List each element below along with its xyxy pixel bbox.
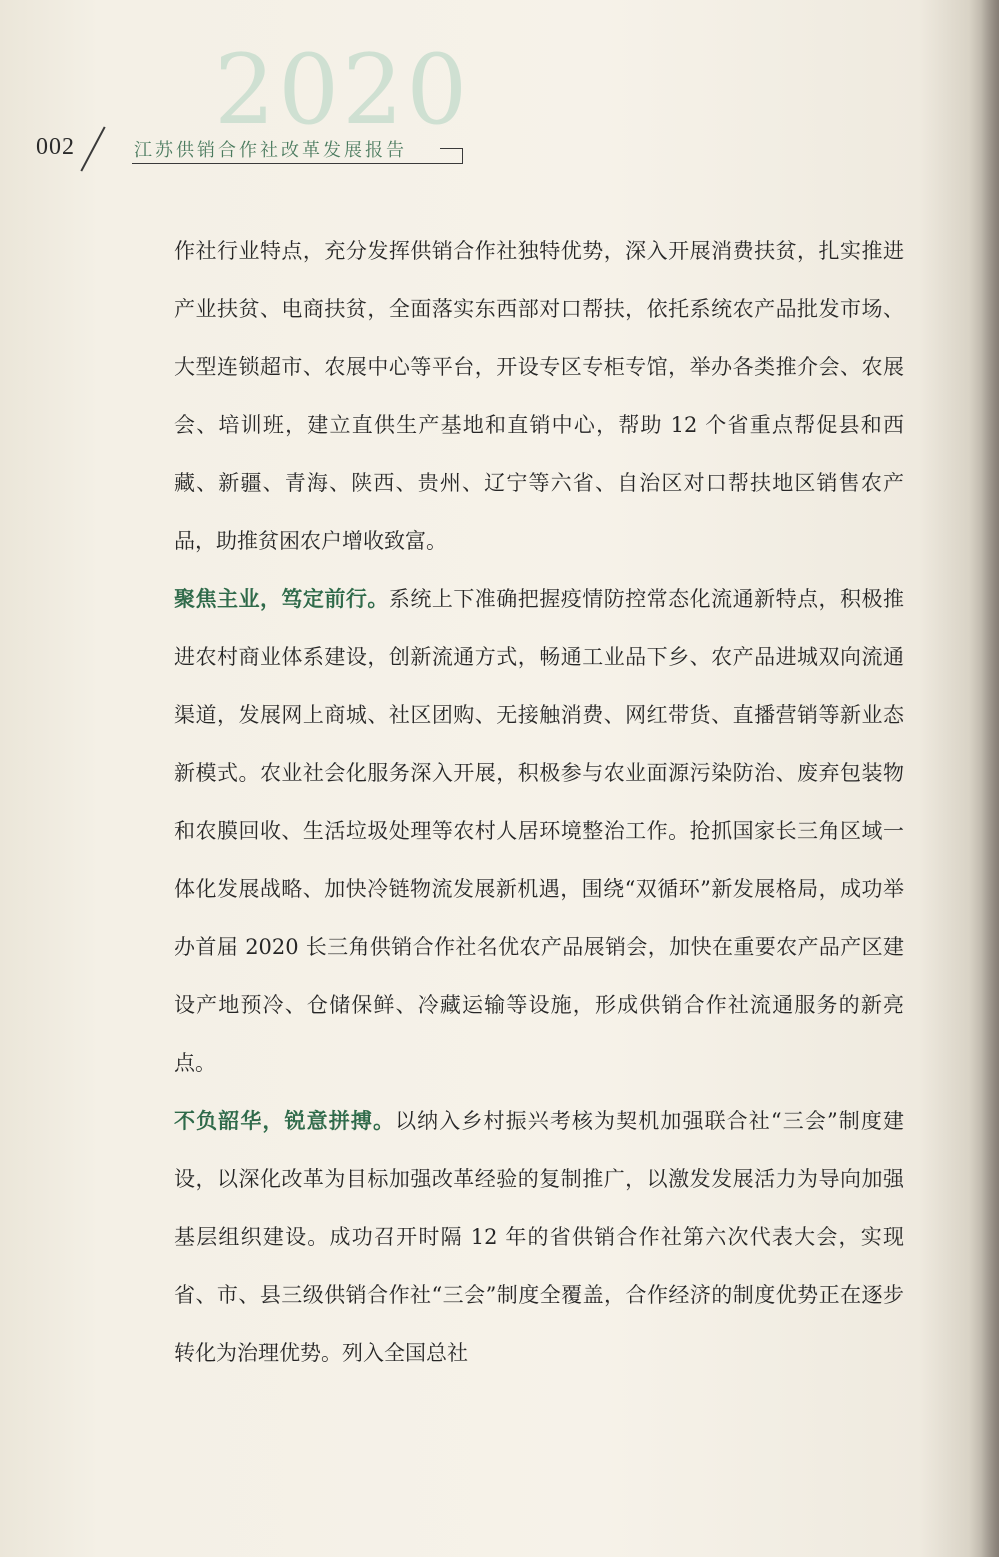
header-corner-tick	[440, 148, 462, 149]
paragraph-1-text: 作社行业特点，充分发挥供销合作社独特优势，深入开展消费扶贫，扎实推进产业扶贫、电商扶贫，全面落实东西部对口帮扶，依托系统农产品批发市场、大型连锁超市、农展中心等平台，开设专区专柜专馆，举办各类推介会、农展会、培训班，建立直供生产基地和直销中心，帮助 12 个省重点帮促县和西藏、新疆、青海、陕西、贵州、辽宁等六省、自治区对口帮扶地区销售农产品，助推贫困农户增收致富。	[174, 239, 904, 553]
header-corner-rule	[462, 148, 463, 164]
body-text	[174, 222, 904, 1382]
paragraph-2	[174, 570, 904, 1092]
paragraph-3	[174, 1092, 904, 1382]
paragraph-1	[174, 222, 904, 570]
header-slash-divider	[80, 126, 105, 171]
year-heading: 2020	[214, 34, 471, 146]
page-number: 002	[36, 134, 75, 160]
report-title: 江苏供销合作社改革发展报告	[134, 140, 407, 161]
paragraph-3-lead: 不负韶华，锐意拼搏。	[174, 1108, 396, 1133]
paragraph-3-text: 以纳入乡村振兴考核为契机加强联合社“三会”制度建设，以深化改革为目标加强改革经验的复制推广，以激发发展活力为导向加强基层组织建设。成功召开时隔 12 年的省供销合作社第六次代表大会，实现省、市、县三级供销合作社“三会”制度全覆盖，合作经济的制度优势正在逐步转化为治理优势。列入全国总社	[174, 1109, 904, 1365]
paragraph-2-lead: 聚焦主业，笃定前行。	[174, 586, 389, 611]
page-edge-shadow	[981, 0, 999, 1557]
paragraph-2-text: 系统上下准确把握疫情防控常态化流通新特点，积极推进农村商业体系建设，创新流通方式，畅通工业品下乡、农产品进城双向流通渠道，发展网上商城、社区团购、无接触消费、网红带货、直播营销等新业态新模式。农业社会化服务深入开展，积极参与农业面源污染防治、废弃包装物和农膜回收、生活垃圾处理等农村人居环境整治工作。抢抓国家长三角区域一体化发展战略、加快冷链物流发展新机遇，围绕“双循环”新发展格局，成功举办首届 2020 长三角供销合作社名优农产品展销会，加快在重要农产品产区建设产地预冷、仓储保鲜、冷藏运输等设施，形成供销合作社流通服务的新亮点。	[174, 587, 905, 1075]
header-underline	[132, 163, 463, 164]
